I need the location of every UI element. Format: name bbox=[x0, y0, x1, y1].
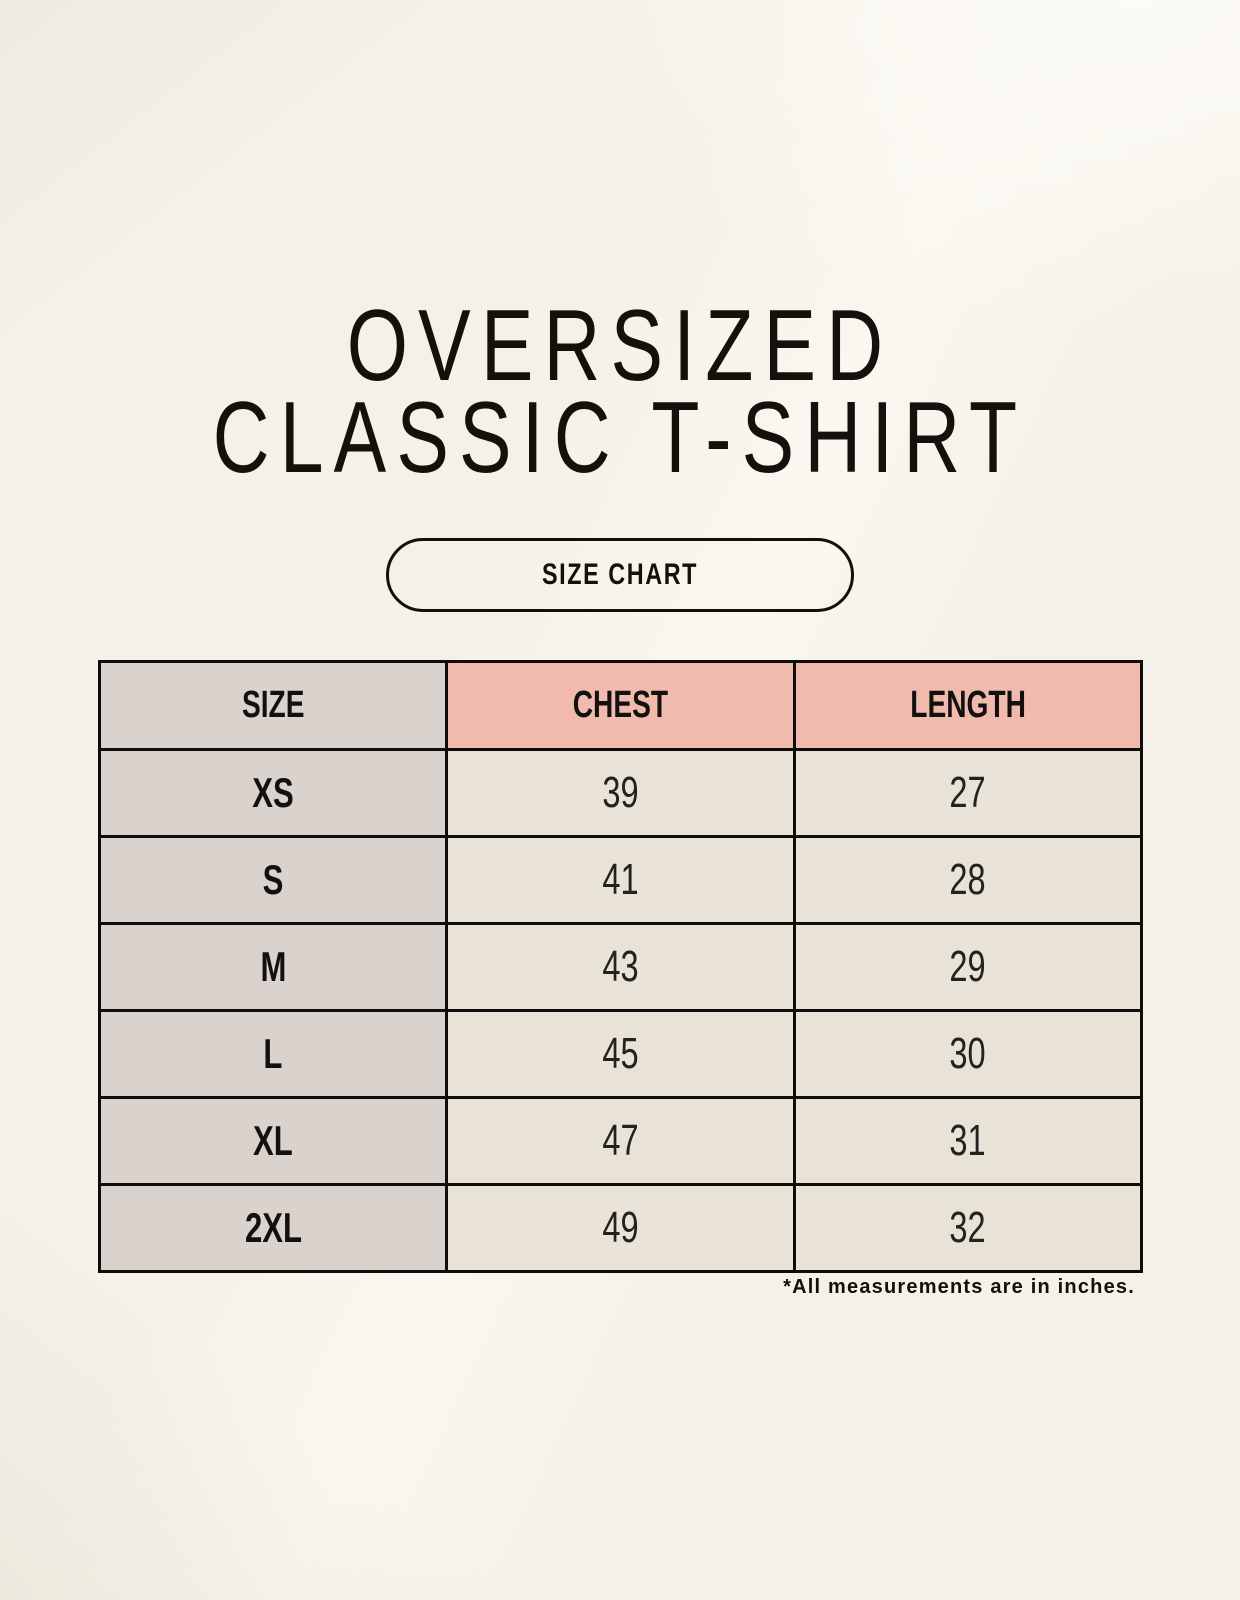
cell-value: 41 bbox=[602, 855, 639, 904]
header-label: LENGTH bbox=[910, 684, 1026, 726]
header-cell-chest bbox=[447, 662, 794, 750]
cell-value: 30 bbox=[949, 1029, 986, 1078]
table-row bbox=[100, 924, 1142, 1011]
size-chart-button-label: SIZE CHART bbox=[542, 558, 698, 591]
product-title bbox=[136, 290, 1103, 494]
chest-value-cell bbox=[447, 750, 794, 837]
size-cell bbox=[100, 1098, 447, 1185]
size-label: S bbox=[262, 856, 284, 903]
table-header-row bbox=[100, 662, 1142, 750]
length-value-cell bbox=[794, 837, 1141, 924]
cell-value: 39 bbox=[602, 768, 639, 817]
cell-value: 27 bbox=[949, 768, 986, 817]
size-label: L bbox=[263, 1030, 283, 1077]
table-row bbox=[100, 1011, 1142, 1098]
cell-value: 43 bbox=[602, 942, 639, 991]
product-title-line-2: CLASSIC T-SHIRT bbox=[212, 382, 1028, 494]
chest-value-cell bbox=[447, 1011, 794, 1098]
table-row bbox=[100, 1098, 1142, 1185]
length-value-cell bbox=[794, 750, 1141, 837]
length-value-cell bbox=[794, 1011, 1141, 1098]
table-row bbox=[100, 750, 1142, 837]
size-label: XL bbox=[253, 1117, 294, 1164]
size-cell bbox=[100, 924, 447, 1011]
cell-value: 29 bbox=[949, 942, 986, 991]
size-chart-button[interactable] bbox=[386, 538, 854, 612]
size-chart-table bbox=[98, 660, 1143, 1273]
size-cell bbox=[100, 1011, 447, 1098]
size-cell bbox=[100, 1185, 447, 1272]
header-cell-size bbox=[100, 662, 447, 750]
table-row bbox=[100, 1185, 1142, 1272]
chest-value-cell bbox=[447, 924, 794, 1011]
length-value-cell bbox=[794, 1185, 1141, 1272]
size-label: XS bbox=[252, 769, 294, 816]
size-label: 2XL bbox=[244, 1204, 302, 1251]
cell-value: 45 bbox=[602, 1029, 639, 1078]
chest-value-cell bbox=[447, 1098, 794, 1185]
chest-value-cell bbox=[447, 1185, 794, 1272]
product-title-line-1: OVERSIZED bbox=[346, 290, 894, 402]
cell-value: 28 bbox=[949, 855, 986, 904]
size-cell bbox=[100, 837, 447, 924]
measurements-footnote: *All measurements are in inches. bbox=[783, 1276, 1135, 1298]
cell-value: 47 bbox=[602, 1116, 639, 1165]
length-value-cell bbox=[794, 1098, 1141, 1185]
size-label: M bbox=[260, 943, 287, 990]
cell-value: 49 bbox=[602, 1203, 639, 1252]
chest-value-cell bbox=[447, 837, 794, 924]
length-value-cell bbox=[794, 924, 1141, 1011]
size-cell bbox=[100, 750, 447, 837]
header-cell-length bbox=[794, 662, 1141, 750]
table-row bbox=[100, 837, 1142, 924]
header-label: CHEST bbox=[572, 684, 669, 726]
cell-value: 32 bbox=[949, 1203, 986, 1252]
cell-value: 31 bbox=[949, 1116, 986, 1165]
header-label: SIZE bbox=[241, 684, 305, 726]
